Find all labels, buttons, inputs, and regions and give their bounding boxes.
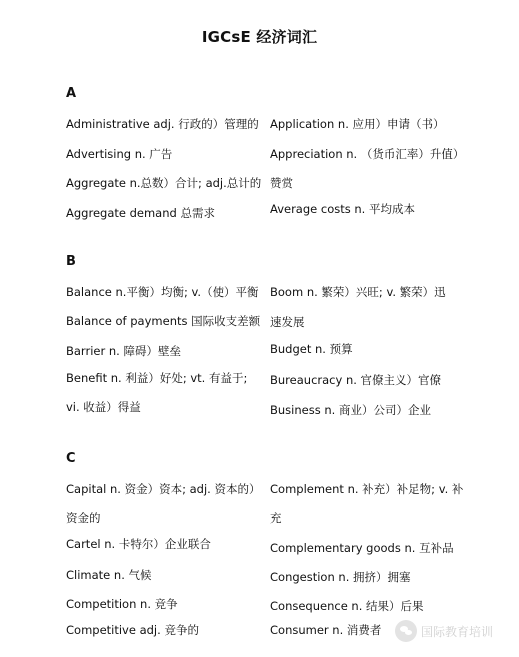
section-letter-b: B (66, 254, 76, 269)
term-capital-cont: 资金的 (66, 511, 101, 525)
term-complement: Complement n. 补充）补足物; v. 补 (270, 482, 464, 496)
term-advertising: Advertising n. 广告 (66, 147, 173, 161)
term-consequence: Consequence n. 结果）后果 (270, 599, 424, 613)
section-letter-c: C (66, 451, 76, 466)
term-competition: Competition n. 竞争 (66, 597, 178, 611)
wechat-icon (395, 620, 417, 642)
page-title: IGCsE 经济词汇 (201, 28, 318, 46)
term-complementary-goods: Complementary goods n. 互补品 (270, 541, 454, 555)
term-bureaucracy: Bureaucracy n. 官僚主义）官僚 (270, 373, 442, 387)
term-congestion: Congestion n. 拥挤）拥塞 (270, 570, 411, 584)
term-application: Application n. 应用）申请（书） (270, 117, 445, 131)
term-cartel: Cartel n. 卡特尔）企业联合 (66, 537, 211, 551)
term-climate: Climate n. 气候 (66, 568, 152, 582)
term-balance: Balance n.平衡）均衡; v.（使）平衡 (66, 285, 259, 299)
term-complement-cont: 充 (270, 511, 282, 525)
term-aggregate-demand: Aggregate demand 总需求 (66, 206, 215, 220)
term-boom-cont: 速发展 (270, 315, 305, 329)
watermark-text: 国际教育培训 (421, 624, 494, 639)
term-barrier: Barrier n. 障碍）壁垒 (66, 344, 181, 358)
term-boom: Boom n. 繁荣）兴旺; v. 繁荣）迅 (270, 285, 446, 299)
term-benefit-cont: vi. 收益）得益 (66, 400, 141, 414)
term-budget: Budget n. 预算 (270, 342, 353, 356)
term-benefit: Benefit n. 利益）好处; vt. 有益于; (66, 371, 248, 385)
section-letter-a: A (66, 86, 77, 101)
term-appreciation: Appreciation n. （货币汇率）升值） (270, 147, 465, 161)
term-balance-of-payments: Balance of payments 国际收支差额 (66, 314, 261, 328)
term-capital: Capital n. 资金）资本; adj. 资本的） (66, 482, 261, 496)
term-business: Business n. 商业）公司）企业 (270, 403, 431, 417)
watermark (395, 620, 493, 642)
term-consumer: Consumer n. 消费者 (270, 623, 382, 637)
term-appreciation-cont: 赞赏 (270, 176, 293, 190)
term-competitive: Competitive adj. 竞争的 (66, 623, 199, 637)
term-average-costs: Average costs n. 平均成本 (270, 202, 415, 216)
term-administrative: Administrative adj. 行政的）管理的 (66, 117, 259, 131)
term-aggregate: Aggregate n.总数）合计; adj.总计的 (66, 176, 262, 190)
